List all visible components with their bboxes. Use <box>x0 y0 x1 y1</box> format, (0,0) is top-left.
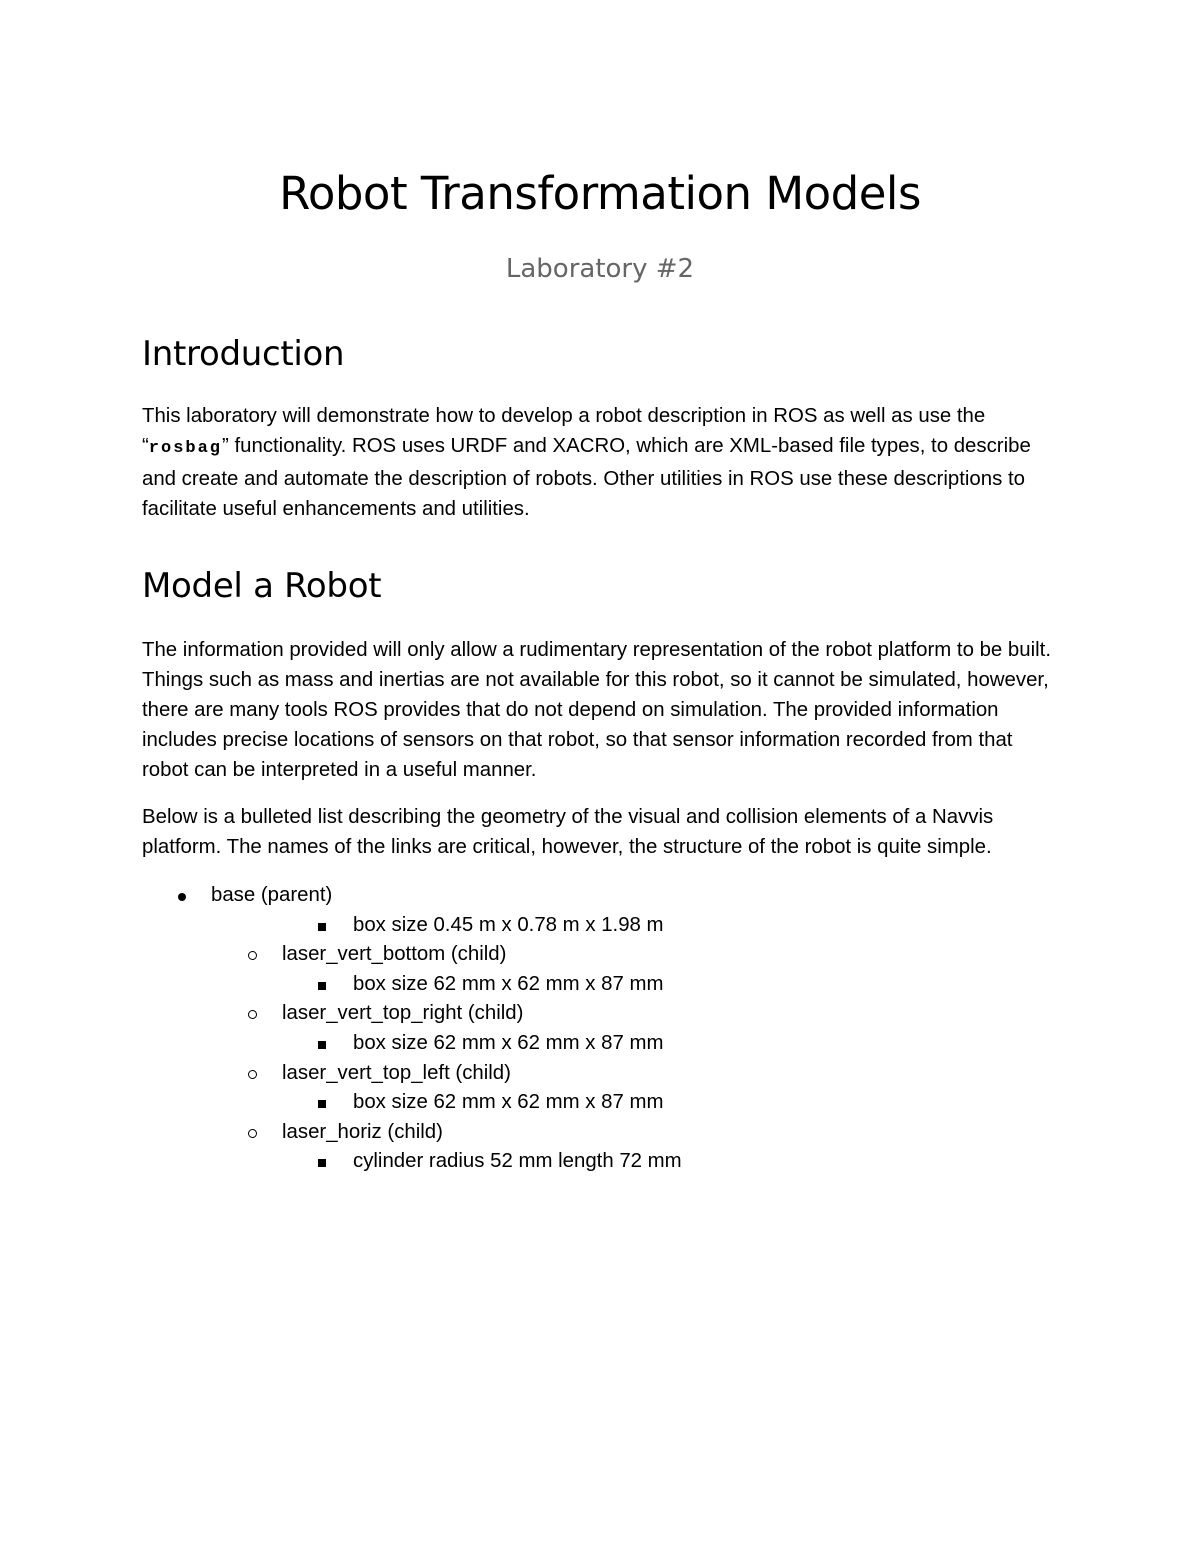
list-item-text: laser_horiz (child) <box>282 1120 443 1143</box>
list-item <box>0 911 1200 941</box>
heading-introduction: Introduction <box>142 334 345 374</box>
square-bullet-icon <box>318 1041 326 1049</box>
list-item-text: box size 62 mm x 62 mm x 87 mm <box>353 1031 664 1054</box>
intro-text-end: ” functionality. ROS uses URDF and XACRO, which are XML-based file types, to describe and create and automate the description of robots. Other utilities in ROS use these descriptions to facilitate useful enhancements and utilities. <box>142 435 1031 520</box>
list-item <box>0 1088 1200 1118</box>
list-item <box>0 970 1200 1000</box>
list-item-text: cylinder radius 52 mm length 72 mm <box>353 1150 682 1173</box>
list-item-text: box size 62 mm x 62 mm x 87 mm <box>353 972 664 995</box>
hollow-circle-bullet-icon <box>248 1129 257 1138</box>
intro-paragraph <box>142 401 1062 524</box>
intro-text-start: This laboratory will demonstrate how to develop a robot description in ROS as well as use the “ <box>142 405 986 457</box>
list-item <box>0 1118 1200 1148</box>
robot-link-list <box>0 881 1200 1177</box>
list-item <box>0 1059 1200 1089</box>
model-paragraph-1: The information provided will only allow a rudimentary representation of the robot platform to be built. Things such as mass and inertias are not available for this robot, so it cannot be simulated, however, there are many tools ROS provides that do not depend on simulation. The provided information includes precise locations of sensors on that robot, so that sensor information recorded from that robot can be interpreted in a useful manner. <box>142 639 1051 781</box>
document-subtitle: Laboratory #2 <box>505 254 695 284</box>
heading-model-a-robot: Model a Robot <box>142 566 382 606</box>
list-item <box>0 881 1200 911</box>
list-item <box>0 940 1200 970</box>
square-bullet-icon <box>318 1100 326 1108</box>
square-bullet-icon <box>318 982 326 990</box>
list-item-text: base (parent) <box>211 884 333 906</box>
filled-circle-bullet-icon <box>178 893 186 901</box>
list-item <box>0 1029 1200 1059</box>
list-item <box>0 1147 1200 1177</box>
list-item <box>0 999 1200 1029</box>
hollow-circle-bullet-icon <box>248 1070 257 1079</box>
list-item-text: box size 62 mm x 62 mm x 87 mm <box>353 1091 664 1114</box>
list-item-text: laser_vert_top_left (child) <box>282 1061 511 1084</box>
square-bullet-icon <box>318 923 326 931</box>
list-item-text: box size 0.45 m x 0.78 m x 1.98 m <box>353 913 664 936</box>
square-bullet-icon <box>318 1159 326 1167</box>
document-title: Robot Transformation Models <box>279 167 921 220</box>
hollow-circle-bullet-icon <box>248 1010 257 1019</box>
hollow-circle-bullet-icon <box>248 951 257 960</box>
rosbag-code: rosbag <box>148 439 223 458</box>
list-item-text: laser_vert_top_right (child) <box>282 1002 524 1025</box>
model-paragraph-2: Below is a bulleted list describing the geometry of the visual and collision elements of a Navvis platform. The names of the links are critical, however, the structure of the robot is quite simple. <box>142 806 994 858</box>
list-item-text: laser_vert_bottom (child) <box>282 943 507 966</box>
